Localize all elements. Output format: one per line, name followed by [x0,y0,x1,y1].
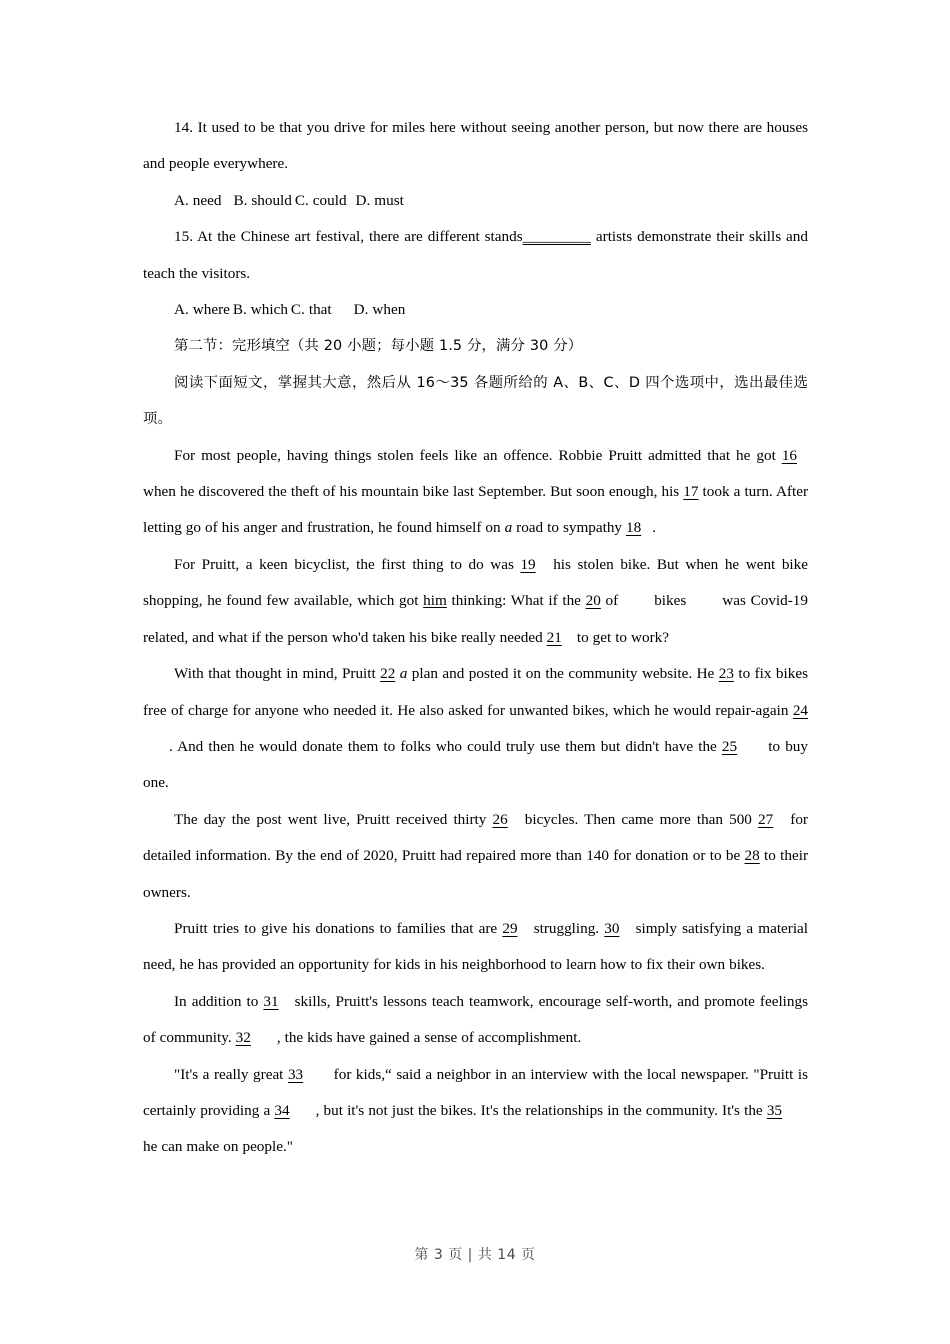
option-a-label: A. where [174,301,230,319]
cloze-blank-30: 30 [604,919,620,937]
cloze-blank-20: 20 [585,592,601,610]
passage-text: road to sympathy [512,519,627,537]
passage-text: Covid-19 related, and what if the person who'd taken his bike really needed [143,592,808,646]
passage-text: for kids,“ said a neighbor in an interview with the local newspaper. "Pruitt is certainly providing a [143,1065,808,1119]
cloze-blank-22: 22 [380,665,396,683]
option-c-label: C. that [290,301,332,319]
passage-text: With that thought in mind, Pruitt [174,665,381,683]
cloze-blank-33: 33 [287,1065,304,1083]
passage-paragraph-3 [143,656,808,802]
cloze-blank-16: 16 [781,446,797,464]
cloze-blank-29: 29 [502,919,518,937]
passage-paragraph-7 [143,1057,808,1166]
italic-word-a: a [504,519,513,537]
cloze-blank-19: 19 [520,555,536,573]
document-page [143,110,808,1166]
passage-text: thinking: What if the [446,592,586,610]
passage-text: when he discovered the theft of his mountain bike last September. But soon enough, his [143,483,684,501]
passage-text: The day the post went live, Pruitt received thirty [174,810,493,828]
question-15-pre-text: 15. At the Chinese art festival, there are different stands [174,228,523,246]
question-15-options [143,292,808,328]
cloze-blank-34: 34 [274,1101,290,1119]
passage-paragraph-6 [143,984,808,1057]
passage-text: his stolen bike. But when he went bike shopping, he found few available, which got [143,555,808,610]
passage-paragraph-5 [143,911,808,984]
passage-text: struggling. [528,919,605,937]
question-14-stem: 14. It used to be that you drive for miles here without seeing another person, but now there are houses and people everywhere. [143,119,808,173]
option-c-label: C. could [294,191,347,209]
cloze-blank-17: 17 [683,483,699,501]
question-15-stem [143,219,808,292]
passage-text: to their owners. [143,847,808,901]
option-a-label: A. need [174,191,222,209]
option-b-label: B. which [232,301,288,319]
question-15-blank: _________ [522,228,591,246]
cloze-blank-18: 18 [626,519,642,537]
passage-paragraph-1 [143,438,808,547]
cloze-blank-25: 25 [721,737,738,755]
passage-text: to buy one. [143,737,808,792]
passage-text: bikes [654,592,687,610]
page-footer [0,1244,950,1264]
passage-text: plan and posted it on the community website. He [407,665,719,683]
passage-text: , but it's not just the bikes. It's the relationships in the community. It's the [315,1101,767,1119]
passage-text: took a turn. After letting go of his anger and frustration, he found himself on [143,483,808,537]
passage-paragraph-2 [143,547,808,656]
cloze-blank-27: 27 [758,810,774,828]
passage-text: "It's a really great [174,1065,288,1083]
passage-text: for detailed information. By the end of 2020, Pruitt had repaired more than 140 for donation or to be [143,810,808,865]
option-b-label: B. should [233,191,292,209]
passage-text: to get to work? [572,628,669,646]
passage-text: bicycles. Then came more than 500 [518,810,758,828]
passage-text: For most people, having things stolen feels like an offence. Robbie Pruitt admitted that he got [174,446,782,464]
passage-text: . [652,519,656,537]
option-d-label: D. must [355,191,404,209]
italic-word-a: a [399,665,408,683]
passage-text: he can make on people." [143,1138,293,1156]
passage-paragraph-4 [143,802,808,911]
section-instructions: 阅读下面短文，掌握其大意，然后从 16〜35 各题所给的 A、B、C、D 四个选项中，选出最佳选项。 [143,374,808,428]
cloze-blank-28: 28 [744,847,760,865]
cloze-blank-23: 23 [718,665,734,683]
cloze-blank-31: 31 [263,992,279,1010]
passage-text: simply satisfying a material need, he has provided an opportunity for kids in his neighborhood to learn how to fix their own bikes. [143,919,809,974]
passage-text: Pruitt tries to give his donations to families that are [174,919,503,937]
section-heading: 第二节：完形填空（共 20 小题；每小题 1.5 分，满分 30 分） [174,338,583,355]
passage-text: , the kids have gained a sense of accomplishment. [276,1029,582,1047]
passage-text: In addition to [174,992,264,1010]
question-15-post-text: artists demonstrate their skills and teach the visitors. [143,228,808,282]
cloze-blank-35: 35 [766,1101,783,1119]
question-14-options [143,183,808,219]
passage-text: was [722,592,746,610]
cloze-blank-24: 24 [792,701,808,719]
underlined-word-him: him [423,592,447,610]
passage-text: For Pruitt, a keen bicyclist, the first thing to do was [174,555,521,573]
passage-text: . And then he would donate them to folks who could truly use them but didn't have the [169,737,722,755]
option-d-label: D. when [353,301,406,319]
passage-text: of [600,592,619,610]
page-number-label: 第 3 页 | 共 14 页 [414,1247,536,1263]
cloze-blank-32: 32 [235,1029,251,1047]
passage-text: to fix bikes free of charge for anyone who needed it. He also asked for unwanted bikes, which he would repair-again [143,665,808,719]
cloze-blank-21: 21 [546,628,562,646]
cloze-blank-26: 26 [492,810,508,828]
passage-text: skills, Pruitt's lessons teach teamwork, encourage self-worth, and promote feelings of community. [143,992,808,1047]
